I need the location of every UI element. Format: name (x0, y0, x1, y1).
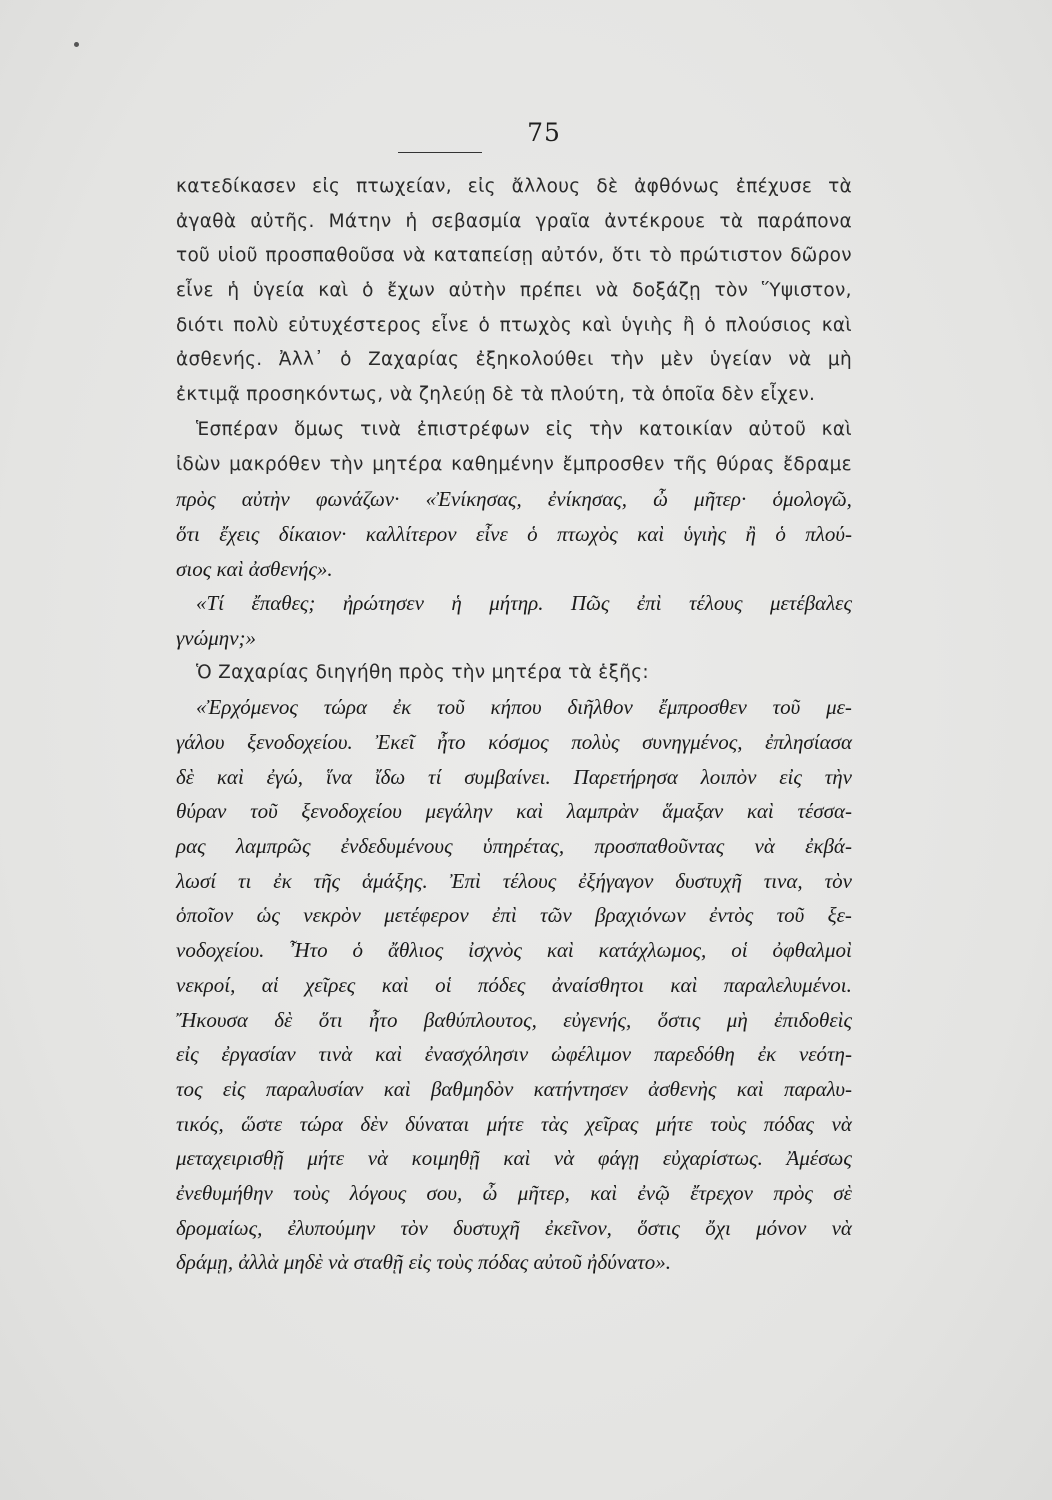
text-line: τος εἰς παραλυσίαν καὶ βαθμηδὸν κατήντησεν ἀσθενὴς καὶ παραλυ- (176, 1076, 852, 1101)
text-line: γάλου ξενοδοχείου. Ἐκεῖ ἦτο κόσμος πολὺς συνηγμένος, ἐπλησίασα (176, 730, 852, 754)
text-line: ὅτι ἔχεις δίκαιον· καλλίτερον εἶνε ὁ πτωχὸς καὶ ὑγιὴς ἢ ὁ πλού- (176, 521, 852, 546)
text-line: γνώμην;» (176, 625, 257, 650)
text-line: δράμῃ, ἀλλὰ μηδὲ νὰ σταθῇ εἰς τοὺς πόδας αὐτοῦ ἠδύνατο». (176, 1250, 671, 1275)
text-line: λωσί τι ἐκ τῆς ἁμάξης. Ἐπὶ τέλους ἐξήγαγον δυστυχῆ τινα, τὸν (176, 868, 852, 893)
text-line: πρὸς αὐτὴν φωνάζων· «Ἐνίκησας, ἐνίκησας, ὦ μῆτερ· ὁμολογῶ, (176, 487, 852, 512)
text-line: τοῦ υἱοῦ προσπαθοῦσα νὰ καταπείσῃ αὐτόν, ὅτι τὸ πρώτιστον δῶρον (176, 245, 852, 267)
text-line: ἐκτιμᾷ προσηκόντως, νὰ ζηλεύῃ δὲ τὰ πλούτη, τὰ ὁποῖα δὲν εἶχεν. (176, 384, 816, 406)
ink-speck (74, 42, 79, 47)
text-line: διότι πολὺ εὐτυχέστερος εἶνε ὁ πτωχὸς καὶ ὑγιὴς ἢ ὁ πλούσιος καὶ (176, 314, 852, 336)
text-line: δὲ καὶ ἐγώ, ἵνα ἴδω τί συμβαίνει. Παρετήρησα λοιπὸν εἰς τὴν (176, 764, 852, 789)
text-line: Ἑσπέραν ὅμως τινὰ ἐπιστρέφων εἰς τὴν κατοικίαν αὐτοῦ καὶ (196, 418, 852, 440)
text-line: Ὁ Ζαχαρίας διηγήθη πρὸς τὴν μητέρα τὰ ἑξῆς: (196, 661, 649, 683)
text-line: Ἤκουσα δὲ ὅτι ἦτο βαθύπλουτος, εὐγενής, ὅστις μὴ ἐπιδοθεὶς (176, 1007, 852, 1032)
text-line: δρομαίως, ἐλυπούμην τὸν δυστυχῆ ἐκεῖνον, ὅστις ὄχι μόνον νὰ (176, 1215, 852, 1240)
text-line: τικός, ὥστε τώρα δὲν δύναται μήτε τὰς χεῖρας μήτε τοὺς πόδας νὰ (176, 1111, 852, 1136)
text-line: ἀσθενής. Ἀλλ᾽ ὁ Ζαχαρίας ἐξηκολούθει τὴν μὲν ὑγείαν νὰ μὴ (176, 349, 852, 371)
text-line: κατεδίκασεν εἰς πτωχείαν, εἰς ἄλλους δὲ ἀφθόνως ἐπέχυσε τὰ (176, 176, 852, 197)
text-line: ἐνεθυμήθην τοὺς λόγους σου, ὦ μῆτερ, καὶ ἐνῷ ἔτρεχον πρὸς σὲ (176, 1180, 852, 1205)
text-line: «Τί ἔπαθες; ἠρώτησεν ἡ μήτηρ. Πῶς ἐπὶ τέλους μετέβαλες (196, 591, 852, 616)
text-line: σιος καὶ ἀσθενής». (176, 556, 333, 581)
text-line: νοδοχείου. Ἦτο ὁ ἄθλιος ἰσχνὸς καὶ κατάχλωμος, οἱ ὀφθαλμοὶ (176, 938, 852, 963)
text-line: ὁποῖον ὡς νεκρὸν μετέφερον ἐπὶ τῶν βραχιόνων ἐντὸς τοῦ ξε- (176, 903, 852, 928)
page-number: 75 (527, 118, 561, 147)
text-line: ρας λαμπρῶς ἐνδεδυμένους ὑπηρέτας, προσπαθοῦντας νὰ ἐκβά- (176, 834, 852, 859)
header-rule (398, 152, 482, 153)
text-line: νεκροί, αἱ χεῖρες καὶ οἱ πόδες ἀναίσθητοι καὶ παραλελυμένοι. (176, 972, 852, 997)
text-line: εἶνε ἡ ὑγεία καὶ ὁ ἔχων αὐτὴν πρέπει νὰ δοξάζῃ τὸν Ὕψιστον, (176, 280, 852, 302)
text-line: ἀγαθὰ αὐτῆς. Μάτην ἡ σεβασμία γραῖα ἀντέκρουε τὰ παράπονα (176, 210, 852, 232)
text-line: εἰς ἐργασίαν τινὰ καὶ ἐνασχόλησιν ὠφέλιμον παρεδόθη ἐκ νεότη- (176, 1042, 852, 1067)
body-text (176, 170, 852, 1280)
text-line: «Ἐρχόμενος τώρα ἐκ τοῦ κήπου διῆλθον ἔμπροσθεν τοῦ με- (196, 695, 852, 720)
text-line: ἰδὼν μακρόθεν τὴν μητέρα καθημένην ἔμπροσθεν τῆς θύρας ἔδραμε (176, 453, 852, 475)
text-line: θύραν τοῦ ξενοδοχείου μεγάλην καὶ λαμπρὰν ἅμαξαν καὶ τέσσα- (176, 799, 852, 824)
text-line: μεταχειρισθῇ μήτε νὰ κοιμηθῇ καὶ νὰ φάγῃ εὐχαρίστως. Ἀμέσως (176, 1146, 852, 1171)
